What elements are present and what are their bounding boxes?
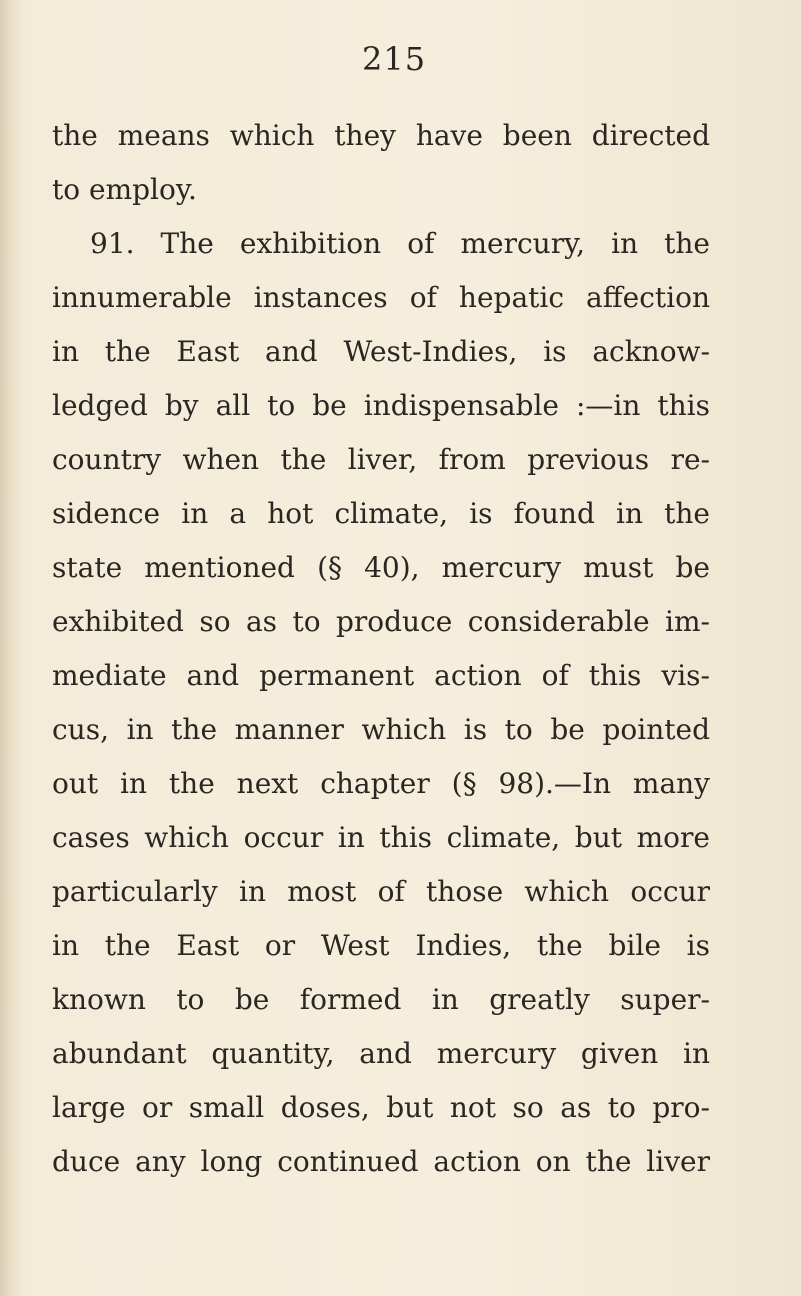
text-line: known to be formed in greatly super- bbox=[52, 983, 710, 1016]
text-line: the means which they have been directed bbox=[52, 119, 710, 152]
page-number: 215 bbox=[362, 40, 427, 78]
text-line: to employ. bbox=[52, 173, 197, 206]
text-line: country when the liver, from previous re- bbox=[52, 443, 710, 476]
text-line: in the East and West-Indies, is acknow- bbox=[52, 335, 710, 368]
text-line: ledged by all to be indispensable :—in this bbox=[52, 389, 710, 422]
text-line: mediate and permanent action of this vis- bbox=[52, 659, 710, 692]
text-line: cus, in the manner which is to be pointed bbox=[52, 713, 710, 746]
text-line: cases which occur in this climate, but more bbox=[52, 821, 710, 854]
page-gutter bbox=[0, 0, 20, 1296]
text-line: in the East or West Indies, the bile is bbox=[52, 929, 710, 962]
text-line: particularly in most of those which occur bbox=[52, 875, 710, 908]
text-line: duce any long continued action on the liver bbox=[52, 1145, 710, 1178]
text-line: innumerable instances of hepatic affection bbox=[52, 281, 710, 314]
text-line: abundant quantity, and mercury given in bbox=[52, 1037, 710, 1070]
text-line: 91. The exhibition of mercury, in the bbox=[90, 227, 710, 260]
text-line: large or small doses, but not so as to pro- bbox=[52, 1091, 710, 1124]
text-line: state mentioned (§ 40), mercury must be bbox=[52, 551, 710, 584]
text-line: sidence in a hot climate, is found in the bbox=[52, 497, 710, 530]
text-line: out in the next chapter (§ 98).—In many bbox=[52, 767, 710, 800]
text-line: exhibited so as to produce considerable im- bbox=[52, 605, 710, 638]
